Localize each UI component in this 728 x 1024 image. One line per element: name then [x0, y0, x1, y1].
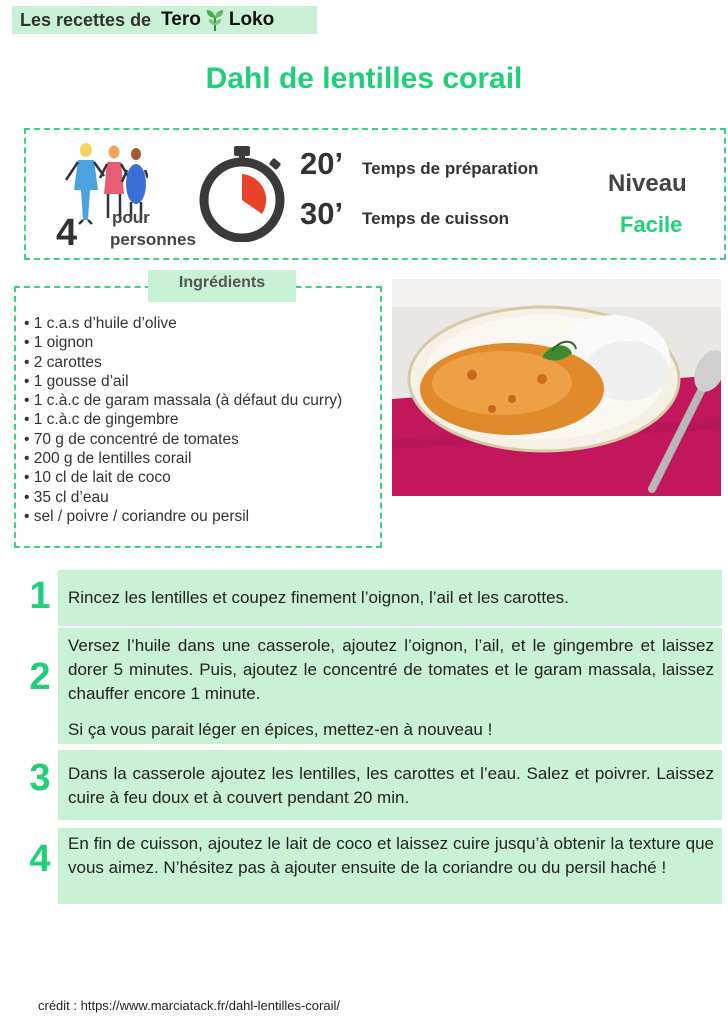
ingredient-item: • 1 gousse d’ail — [24, 372, 376, 391]
brand-name-part2: Loko — [228, 9, 275, 30]
step-number: 2 — [29, 656, 51, 698]
step-text: En fin de cuisson, ajoutez le lait de coco et laissez cuire jusqu’à obtenir la texture que vous aimez. N’hésitez pas à ajouter ensuite de la coriandre ou du persil haché ! — [68, 834, 714, 877]
step-instruction — [58, 570, 722, 626]
ingredient-item: • 2 carottes — [24, 353, 376, 372]
brand-header — [12, 6, 317, 34]
credit-link[interactable]: crédit : https://www.marciatack.fr/dahl-lentilles-corail/ — [38, 998, 340, 1013]
ingredient-item: • 35 cl d’eau — [24, 488, 376, 507]
recipe-info-box — [24, 128, 726, 260]
ingredient-item: • 70 g de concentré de tomates — [24, 430, 376, 449]
brand-prefix: Les recettes de — [20, 9, 152, 30]
step-number: 1 — [29, 575, 51, 617]
cook-label: Temps de cuisson — [362, 209, 510, 228]
step-number: 3 — [29, 757, 51, 799]
ingredient-item: • sel / poivre / coriandre ou persil — [24, 507, 376, 526]
step-instruction — [58, 828, 722, 904]
step-text: Versez l’huile dans une casserole, ajoutez l’oignon, l’ail, et le gingembre et laissez dorer 5 minutes. Puis, ajoutez le concentré de tomates et le garam massala, laissez chauffer encore 1 minute. — [68, 636, 714, 703]
step-text: Dans la casserole ajoutez les lentilles, les carottes et l’eau. Salez et poivrer. Laissez cuire à feu doux et à couvert pendant 20 min. — [68, 764, 714, 807]
step-number: 4 — [29, 838, 51, 880]
level-value: Facile — [620, 212, 683, 237]
step-instruction — [58, 750, 722, 820]
ingredient-item: • 1 c.à.c de gingembre — [24, 410, 376, 429]
dish-photo — [392, 279, 721, 496]
prep-label: Temps de préparation — [362, 159, 539, 178]
ingredients-title: Ingrédients — [148, 270, 296, 302]
step-instruction — [58, 628, 722, 744]
servings-line2: personnes — [110, 230, 196, 249]
leaf-icon — [204, 8, 226, 32]
ingredient-item: • 1 c.a.s d’huile d’olive — [24, 314, 376, 333]
cook-time: 30’ — [300, 196, 344, 231]
stopwatch-icon — [196, 144, 288, 242]
step-note: Si ça vous parait léger en épices, mettez-en à nouveau ! — [68, 720, 493, 739]
ingredient-item: • 1 oignon — [24, 333, 376, 352]
prep-time-row — [300, 146, 538, 182]
ingredients-list — [24, 314, 376, 526]
brand-name-part1: Tero — [161, 9, 201, 30]
recipe-title: Dahl de lentilles corail — [205, 62, 523, 95]
servings-number: 4 — [56, 212, 78, 254]
ingredient-item: • 200 g de lentilles corail — [24, 449, 376, 468]
step-text: Rincez les lentilles et coupez finement l’oignon, l’ail et les carottes. — [68, 588, 569, 607]
prep-time: 20’ — [300, 146, 344, 181]
ingredient-item: • 1 c.à.c de garam massala (à défaut du curry) — [24, 391, 376, 410]
brand-logo — [161, 8, 274, 32]
servings-line1: pour — [112, 208, 150, 227]
cook-time-row — [300, 196, 509, 232]
ingredient-item: • 10 cl de lait de coco — [24, 468, 376, 487]
level-label: Niveau — [608, 170, 687, 197]
